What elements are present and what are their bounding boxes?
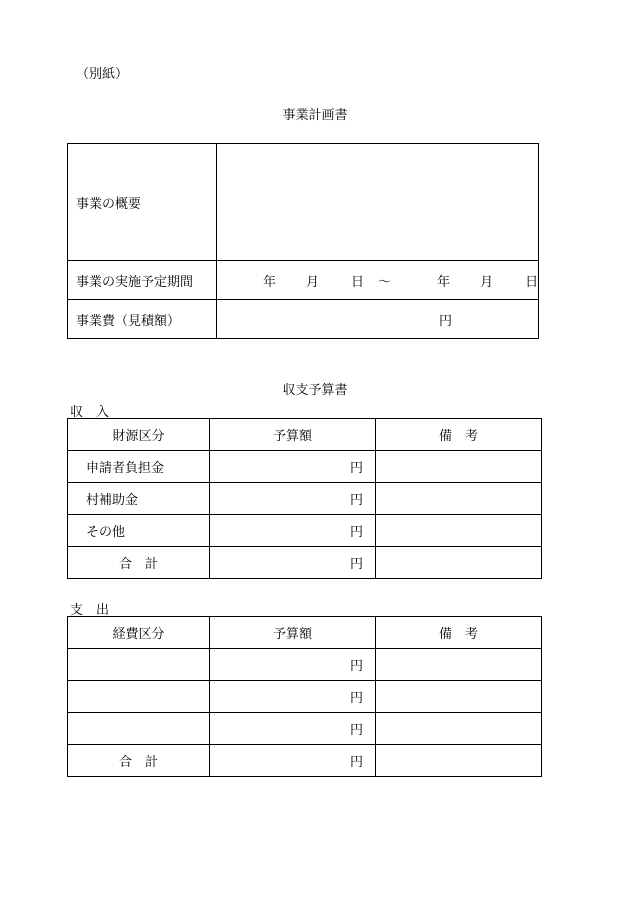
income-amount-field[interactable] [210,515,376,547]
income-category: 申請者負担金 [68,451,210,483]
table-row [68,451,542,483]
cost-unit: 円 [438,313,452,329]
yen-unit: 円 [349,723,363,738]
business-plan-table [67,143,539,339]
table-row [68,483,542,515]
expense-section-label: 支 出 [70,603,110,618]
expense-total-label: 合 計 [68,745,210,777]
overview-row [68,144,539,261]
yen-unit: 円 [349,755,363,770]
end-day-unit: 日 [525,274,539,290]
period-row [68,261,539,300]
yen-unit: 円 [349,691,363,706]
income-section-label: 収 入 [70,405,110,420]
yen-unit: 円 [349,659,363,674]
cost-field[interactable] [217,300,539,339]
income-total-row [68,547,542,579]
overview-label: 事業の概要 [68,144,217,261]
cost-row [68,300,539,339]
expense-total-remarks-field[interactable] [376,745,542,777]
period-field[interactable] [217,261,539,300]
budget-title: 収支予算書 [282,383,348,398]
expense-category-field[interactable] [68,681,210,713]
income-remarks-field[interactable] [376,483,542,515]
table-row [68,649,542,681]
expense-header-amount: 予算額 [210,617,376,649]
income-total-label: 合 計 [68,547,210,579]
annex-label: （別紙） [76,67,129,82]
start-month-unit: 月 [306,274,320,290]
income-total-field[interactable] [210,547,376,579]
income-amount-field[interactable] [210,451,376,483]
income-header-remarks: 備 考 [376,419,542,451]
expense-amount-field[interactable] [210,713,376,745]
income-category: その他 [68,515,210,547]
start-year-unit: 年 [263,274,277,290]
expense-remarks-field[interactable] [376,681,542,713]
period-tilde: ～ [378,274,392,290]
income-amount-field[interactable] [210,483,376,515]
yen-unit: 円 [349,557,363,572]
expense-table [67,616,542,777]
overview-field[interactable] [217,144,539,261]
start-day-unit: 日 [351,274,365,290]
table-row [68,681,542,713]
expense-header-remarks: 備 考 [376,617,542,649]
table-row [68,515,542,547]
expense-header-row [68,617,542,649]
income-header-amount: 予算額 [210,419,376,451]
income-remarks-field[interactable] [376,515,542,547]
expense-category-field[interactable] [68,649,210,681]
end-year-unit: 年 [437,274,451,290]
expense-total-field[interactable] [210,745,376,777]
expense-amount-field[interactable] [210,681,376,713]
income-header-row [68,419,542,451]
period-label: 事業の実施予定期間 [68,261,217,300]
income-category: 村補助金 [68,483,210,515]
expense-category-field[interactable] [68,713,210,745]
yen-unit: 円 [349,461,363,476]
expense-amount-field[interactable] [210,649,376,681]
income-header-category: 財源区分 [68,419,210,451]
yen-unit: 円 [349,493,363,508]
income-total-remarks-field[interactable] [376,547,542,579]
table-row [68,713,542,745]
income-table [67,418,542,579]
expense-remarks-field[interactable] [376,713,542,745]
end-month-unit: 月 [480,274,494,290]
expense-remarks-field[interactable] [376,649,542,681]
cost-label: 事業費（見積額） [68,300,217,339]
yen-unit: 円 [349,525,363,540]
expense-header-category: 経費区分 [68,617,210,649]
income-remarks-field[interactable] [376,451,542,483]
plan-title: 事業計画書 [282,108,348,123]
expense-total-row [68,745,542,777]
